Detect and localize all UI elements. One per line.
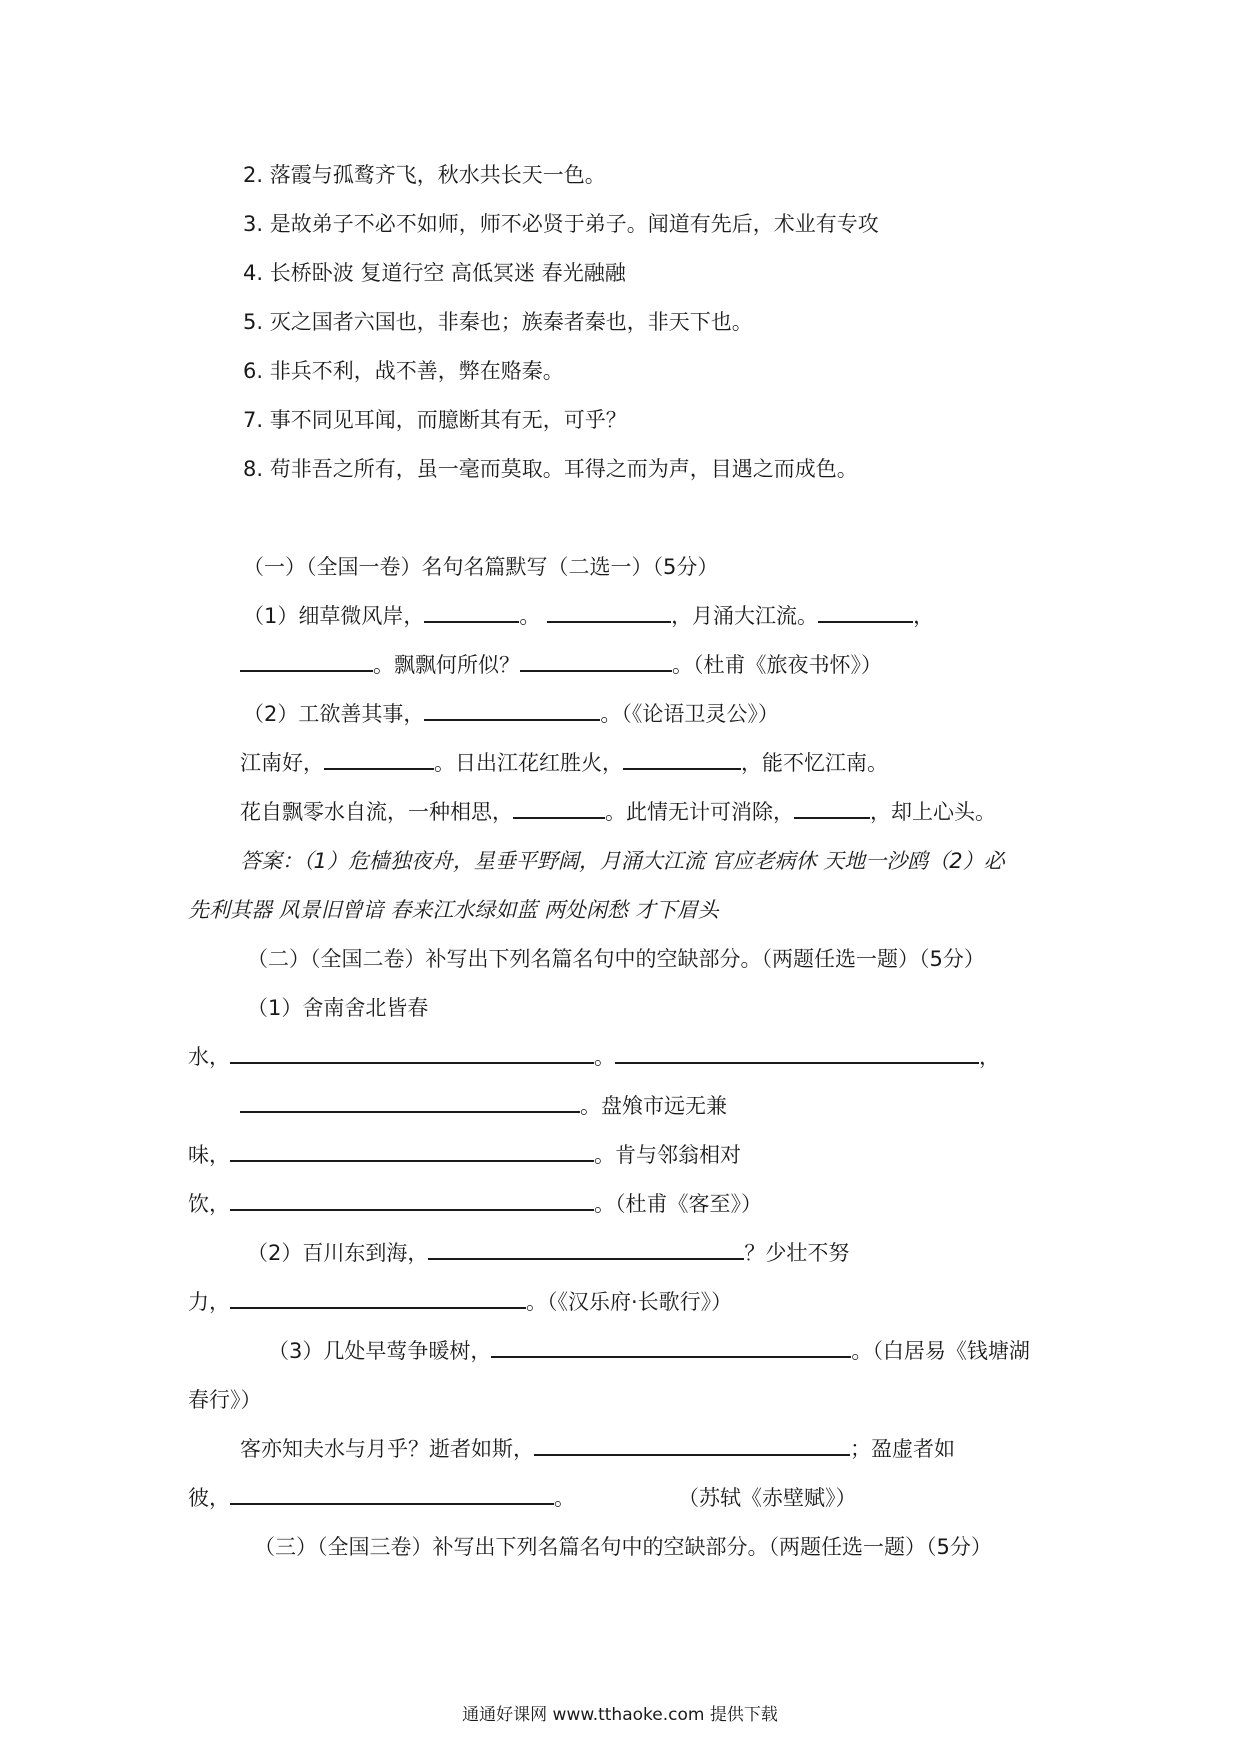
blank[interactable] [794,797,870,819]
sec1-q3-line [240,748,888,778]
text: ，月涌大江流。 [671,604,819,628]
text: 。（杜甫《客至》） [594,1192,762,1216]
text: 。此情无计可消除， [605,800,794,824]
answer-line-5: 5. 灭之国者六国也，非秦也；族秦者秦也，非天下也。 [243,310,753,334]
answer-line-6: 6. 非兵不利，战不善，弊在赂秦。 [243,359,564,383]
answer-line-7: 7. 事不同见耳闻，而臆断其有无，可乎？ [243,408,627,432]
answer-line-4: 4. 长桥卧波 复道行空 高低冥迷 春光融融 [243,261,626,285]
blank[interactable] [491,1336,851,1358]
text: （2）工欲善其事， [243,702,425,726]
sec1-q2-line [243,699,779,729]
blank[interactable] [428,1238,744,1260]
blank[interactable] [513,797,605,819]
sec2-q1-line3 [240,1091,727,1121]
blank[interactable] [424,699,600,721]
text: （2）百川东到海， [247,1241,429,1265]
blank[interactable] [230,1042,594,1064]
blank[interactable] [240,650,373,672]
section2-title: （二）（全国二卷）补写出下列名篇名句中的空缺部分。（两题任选一题）（5分） [247,947,985,971]
text: 江南好， [240,751,324,775]
text: 。（《汉乐府·长歌行》） [526,1290,733,1314]
sec2-q4-line1 [240,1434,955,1464]
text: 花自飘零水自流，一种相思， [240,800,513,824]
section3-title: （三）（全国三卷）补写出下列名篇名句中的空缺部分。（两题任选一题）（5分） [254,1535,992,1559]
text: 客亦知夫水与月乎？逝者如斯， [240,1437,534,1461]
section1-title: （一）（全国一卷）名句名篇默写（二选一）（5分） [243,555,719,579]
text: 力， [188,1290,230,1314]
sec2-q3-line2: 春行》） [188,1388,262,1412]
text: 水， [188,1045,230,1069]
blank[interactable] [615,1042,979,1064]
blank[interactable] [230,1287,526,1309]
text: 。 [594,1045,615,1069]
text: 味， [188,1143,230,1167]
blank[interactable] [324,748,434,770]
sec1-q1-line1 [243,601,934,631]
blank[interactable] [230,1189,594,1211]
page-footer: 通通好课网 www.tthaoke.com 提供下载 [462,1705,778,1725]
text: ；盈虚者如 [850,1437,955,1461]
text: 。 [519,604,541,628]
sec2-q1-line5 [188,1189,762,1219]
sec2-q2-line2 [188,1287,732,1317]
blank[interactable] [424,601,519,623]
text: （1）细草微风岸， [243,604,425,628]
blank[interactable] [547,601,671,623]
sec1-q4-line [240,797,996,827]
sec2-q1-line2 [188,1042,1000,1072]
text: ？少壮不努 [744,1241,850,1265]
sec2-q3-line1 [268,1336,1030,1366]
text: 。日出江花红胜火， [434,751,623,775]
blank[interactable] [230,1140,594,1162]
blank[interactable] [818,601,913,623]
text: 。肯与邻翁相对 [594,1143,741,1167]
blank[interactable] [534,1434,850,1456]
text: 彼， [188,1486,230,1510]
blank[interactable] [240,1091,580,1113]
sec2-q4-source: （苏轼《赤壁赋》） [678,1486,857,1510]
sec2-q1-line4 [188,1140,741,1170]
text: 饮， [188,1192,230,1216]
text: 。盘飧市远无兼 [580,1094,727,1118]
text: 。（白居易《钱塘湖 [851,1339,1030,1363]
text: ，却上心头。 [870,800,996,824]
sec1-q1-line2 [240,650,882,680]
answer-line-8: 8. 苟非吾之所有，虽一毫而莫取。耳得之而为声，目遇之而成色。 [243,457,858,481]
answer-line-2: 2. 落霞与孤鹜齐飞，秋水共长天一色。 [243,163,606,187]
text: ，能不忆江南。 [741,751,888,775]
sec2-q4-line2 [188,1483,575,1513]
text: 。 [554,1486,575,1510]
text: 。飘飘何所似？ [373,653,520,677]
text: （3）几处早莺争暖树， [268,1339,492,1363]
text: ， [979,1045,1000,1069]
sec2-q2-line1 [247,1238,849,1268]
text: ， [913,604,935,628]
blank[interactable] [623,748,741,770]
blank[interactable] [520,650,672,672]
sec1-answer-line2: 先利其器 风景旧曾谙 春来江水绿如蓝 两处闲愁 才下眉头 [188,898,719,922]
text: 。（杜甫《旅夜书怀》） [672,653,882,677]
sec2-q1-line1: （1）舍南舍北皆春 [247,996,429,1020]
sec1-answer-line1: 答案：（1）危樯独夜舟，星垂平野阔，月涌大江流 官应老病休 天地一沙鸥（2）必 [240,849,1005,873]
blank[interactable] [230,1483,554,1505]
text: 。（《论语卫灵公》） [600,702,779,726]
answer-line-3: 3. 是故弟子不必不如师，师不必贤于弟子。闻道有先后，术业有专攻 [243,212,879,236]
